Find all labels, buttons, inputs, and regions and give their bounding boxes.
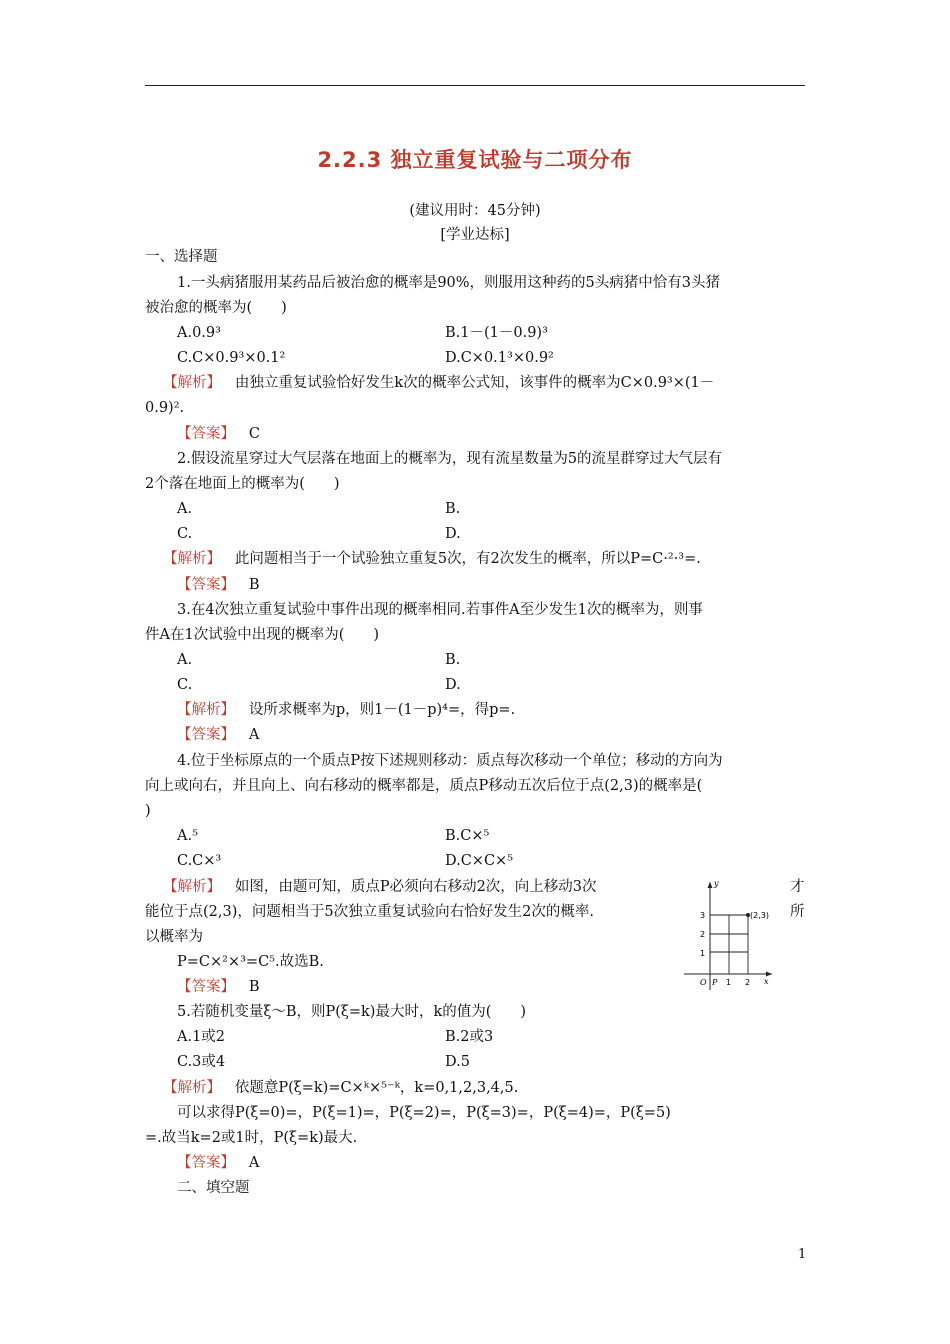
q1-option-c: C.C×0.9³×0.1² — [177, 350, 286, 366]
q5-analysis-line3: =.故当k=2或1时，P(ξ=k)最大. — [145, 1130, 358, 1146]
q5-option-a: A.1或2 — [177, 1029, 226, 1045]
analysis-label: 【解析】 — [163, 879, 221, 895]
y-axis-arrow — [708, 882, 713, 888]
q5-analysis — [163, 1078, 518, 1098]
x-axis-arrow — [766, 972, 772, 977]
q4-answer — [177, 977, 259, 997]
answer-label: 【答案】 — [177, 426, 235, 442]
q5-analysis-line2: 可以求得P(ξ=0)=，P(ξ=1)=，P(ξ=2)=，P(ξ=3)=，P(ξ=4)=，P(ξ=5) — [177, 1105, 671, 1121]
q2-option-c: C. — [177, 526, 193, 542]
q3-option-c: C. — [177, 677, 193, 693]
q3-analysis-text: 设所求概率为p，则1－(1－p)⁴=，得p=. — [248, 702, 516, 718]
answer-label: 【答案】 — [177, 1155, 235, 1171]
q3-stem-cont: 件A在1次试验中出现的概率为( ) — [145, 627, 380, 643]
q5-answer — [177, 1153, 259, 1173]
q2-option-a: A. — [177, 501, 193, 517]
q4-analysis-text: 如图，由题可知，质点P必须向右移动2次，向上移动3次 — [234, 879, 597, 895]
q4-option-d: D.C×C×⁵ — [445, 853, 514, 869]
q4-answer-value: B — [248, 979, 260, 995]
q3-analysis — [177, 700, 515, 720]
q3-answer-value: A — [248, 727, 260, 743]
y-tick-label: 1 — [700, 949, 706, 958]
q4-analysis-line2: 能位于点(2,3)，问题相当于5次独立重复试验向右恰好发生2次的概率. — [145, 904, 594, 920]
page-number: 1 — [798, 1247, 807, 1262]
analysis-label: 【解析】 — [163, 375, 221, 391]
q1-option-b: B.1－(1－0.9)³ — [445, 325, 548, 341]
answer-label: 【答案】 — [177, 727, 235, 743]
q1-answer — [177, 424, 260, 444]
origin-label: O — [700, 978, 707, 987]
q2-answer — [177, 575, 259, 595]
q1-stem: 1.一头病猪服用某药品后被治愈的概率是90%，则服用这种药的5头病猪中恰有3头猪 — [177, 275, 721, 291]
level-label: [学业达标] — [440, 227, 510, 243]
q5-stem: 5.若随机变量ξ～B，则P(ξ=k)最大时，k的值为( ) — [177, 1004, 527, 1020]
x-axis-label: x — [764, 977, 769, 986]
time-note: (建议用时：45分钟) — [409, 203, 541, 219]
section-fill-in: 二、填空题 — [177, 1180, 250, 1196]
analysis-label: 【解析】 — [177, 702, 235, 718]
q4-option-b: B.C×⁵ — [445, 828, 490, 844]
q4-stem-cont2: ) — [145, 803, 151, 819]
p-label: P — [712, 978, 718, 987]
q5-answer-value: A — [248, 1155, 260, 1171]
q2-answer-value: B — [248, 577, 260, 593]
q5-option-b: B.2或3 — [445, 1029, 494, 1045]
q1-analysis — [163, 373, 714, 393]
q3-option-b: B. — [445, 652, 461, 668]
analysis-label: 【解析】 — [163, 1080, 221, 1096]
q2-stem: 2.假设流星穿过大气层落在地面上的概率为，现有流星数量为5的流星群穿过大气层有 — [177, 451, 723, 467]
q3-stem: 3.在4次独立重复试验中事件出现的概率相同.若事件A至少发生1次的概率为，则事 — [177, 602, 703, 618]
q5-option-d: D.5 — [445, 1054, 470, 1070]
q1-option-d: D.C×0.1³×0.9² — [445, 350, 554, 366]
grid — [710, 915, 748, 974]
q5-option-c: C.3或4 — [177, 1054, 226, 1070]
q4-stem: 4.位于坐标原点的一个质点P按下述规则移动：质点每次移动一个单位；移动的方向为 — [177, 753, 723, 769]
analysis-label: 【解析】 — [163, 551, 221, 567]
q1-analysis-cont: 0.9)². — [145, 400, 185, 416]
q4-analysis-line4: P=C×²×³=C⁵.故选B. — [177, 954, 324, 970]
y-axis-label: y — [714, 879, 719, 888]
y-tick-label: 3 — [700, 911, 706, 920]
q4-analysis-line2-tail: 所 — [790, 904, 805, 920]
q4-analysis-line3: 以概率为 — [145, 929, 203, 945]
page-title: 2.2.3 独立重复试验与二项分布 — [317, 148, 633, 172]
target-point-label: (2,3) — [750, 911, 769, 920]
header-rule — [145, 85, 805, 86]
q1-answer-value: C — [248, 426, 260, 442]
q5-analysis-text: 依题意P(ξ=k)=C×ᵏ×⁵⁻ᵏ，k=0,1,2,3,4,5. — [234, 1080, 519, 1096]
q4-option-c: C.C×³ — [177, 853, 222, 869]
q1-option-a: A.0.9³ — [177, 325, 221, 341]
q1-analysis-text: 由独立重复试验恰好发生k次的概率公式知，该事件的概率为C×0.9³×(1－ — [234, 375, 715, 391]
x-tick-label: 1 — [726, 978, 732, 987]
q2-analysis — [163, 549, 701, 569]
q2-option-d: D. — [445, 526, 461, 542]
q3-option-d: D. — [445, 677, 461, 693]
section-choice: 一、选择题 — [145, 249, 218, 265]
q4-analysis-tail: 才 — [790, 879, 805, 895]
answer-label: 【答案】 — [177, 979, 235, 995]
q4-stem-cont: 向上或向右，并且向上、向右移动的概率都是，质点P移动五次后位于点(2,3)的概率是( — [145, 778, 703, 794]
q4-analysis — [163, 877, 597, 897]
q2-stem-cont: 2个落在地面上的概率为( ) — [145, 476, 340, 492]
q2-analysis-text: 此问题相当于一个试验独立重复5次，有2次发生的概率，所以P=C·²·³=. — [234, 551, 701, 567]
q3-option-a: A. — [177, 652, 193, 668]
q2-option-b: B. — [445, 501, 461, 517]
y-tick-label: 2 — [700, 930, 706, 939]
lattice-path-figure — [680, 872, 776, 990]
q1-stem-cont: 被治愈的概率为( ) — [145, 300, 287, 316]
q4-option-a: A.⁵ — [177, 828, 198, 844]
x-tick-label: 2 — [745, 978, 751, 987]
answer-label: 【答案】 — [177, 577, 235, 593]
q3-answer — [177, 725, 259, 745]
